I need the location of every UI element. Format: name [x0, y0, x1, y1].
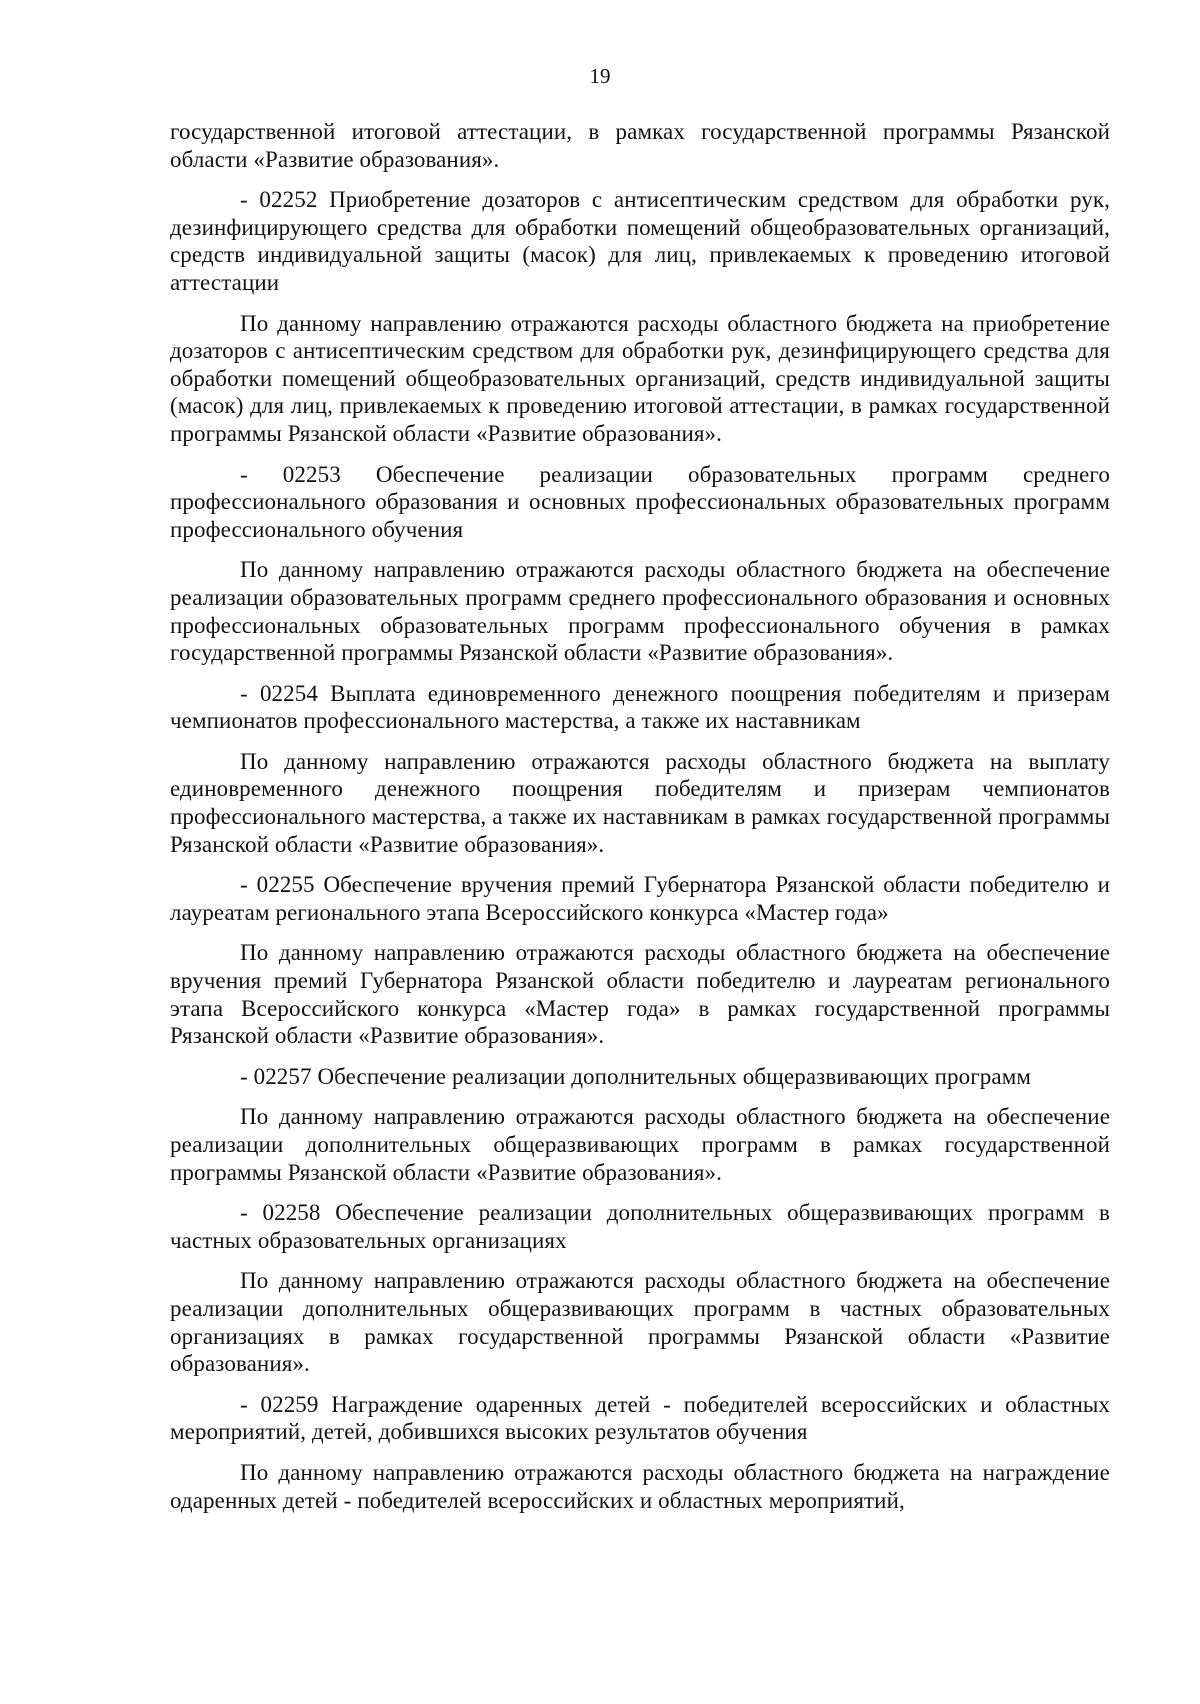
paragraph-02253-description: По данному направлению отражаются расходы областного бюджета на обеспечение реализации образовательных программ среднего профессионального образования и основных профессиональных образовательных программ профессионального обучения в рамках государственной программы Рязанской области «Развитие образования». [170, 557, 1110, 666]
item-heading-02258: - 02258 Обеспечение реализации дополнительных общеразвивающих программ в частных образовательных организациях [170, 1200, 1110, 1253]
item-heading-02259: - 02259 Награждение одаренных детей - победителей всероссийских и областных мероприятий, детей, добившихся высоких результатов обучения [170, 1391, 1110, 1445]
item-heading-02257: - 02257 Обеспечение реализации дополнительных общеразвивающих программ [240, 1063, 1032, 1089]
item-heading-02255: - 02255 Обеспечение вручения премий Губернатора Рязанской области победителю и лауреатам регионального этапа Всероссийского конкурса «Мастер года» [170, 872, 1110, 925]
paragraph-02255-description: По данному направлению отражаются расходы областного бюджета на обеспечение вручения премий Губернатора Рязанской области победителю и лауреатам регионального этапа Всероссийского конкурса «Мастер года» в рамках государственной программы Рязанской области «Развитие образования». [170, 940, 1110, 1049]
paragraph-02254-description: По данному направлению отражаются расходы областного бюджета на выплату единовременного денежного поощрения победителям и призерам чемпионатов профессионального мастерства, а также их наставникам в рамках государственной программы Рязанской области «Развитие образования». [170, 748, 1110, 857]
paragraph-02252-description: По данному направлению отражаются расходы областного бюджета на приобретение дозаторов с антисептическим средством для обработки рук, дезинфицирующего средства для обработки помещений общеобразовательных организаций, средств индивидуальной защиты (масок) для лиц, привлекаемых к проведению итоговой аттестации, в рамках государственной программы Рязанской области «Развитие образования». [170, 310, 1110, 446]
item-heading-02254: - 02254 Выплата единовременного денежного поощрения победителям и призерам чемпионатов профессионального мастерства, а также их наставникам [170, 680, 1110, 734]
paragraph-02259-description: По данному направлению отражаются расходы областного бюджета на награждение одаренных детей - победителей всероссийских и областных мероприятий, [170, 1459, 1110, 1513]
paragraph-02257-description: По данному направлению отражаются расходы областного бюджета на обеспечение реализации дополнительных общеразвивающих программ в рамках государственной программы Рязанской области «Развитие образования». [170, 1104, 1110, 1185]
paragraph-continuation: государственной итоговой аттестации, в рамках государственной программы Рязанской области «Развитие образования». [170, 119, 1110, 172]
page-number: 19 [589, 64, 611, 88]
item-heading-02253: - 02253 Обеспечение реализации образовательных программ среднего профессионального образования и основных профессиональных образовательных программ профессионального обучения [170, 461, 1110, 542]
document-body [170, 118, 1110, 1514]
item-heading-02252: - 02252 Приобретение дозаторов с антисептическим средством для обработки рук, дезинфицирующего средства для обработки помещений общеобразовательных организаций, средств индивидуальной защиты (масок) для лиц, привлекаемых к проведению итоговой аттестации [170, 187, 1110, 295]
paragraph-02258-description: По данному направлению отражаются расходы областного бюджета на обеспечение реализации дополнительных общеразвивающих программ в частных образовательных организациях в рамках государственной программы Рязанской области «Развитие образования». [170, 1268, 1110, 1377]
